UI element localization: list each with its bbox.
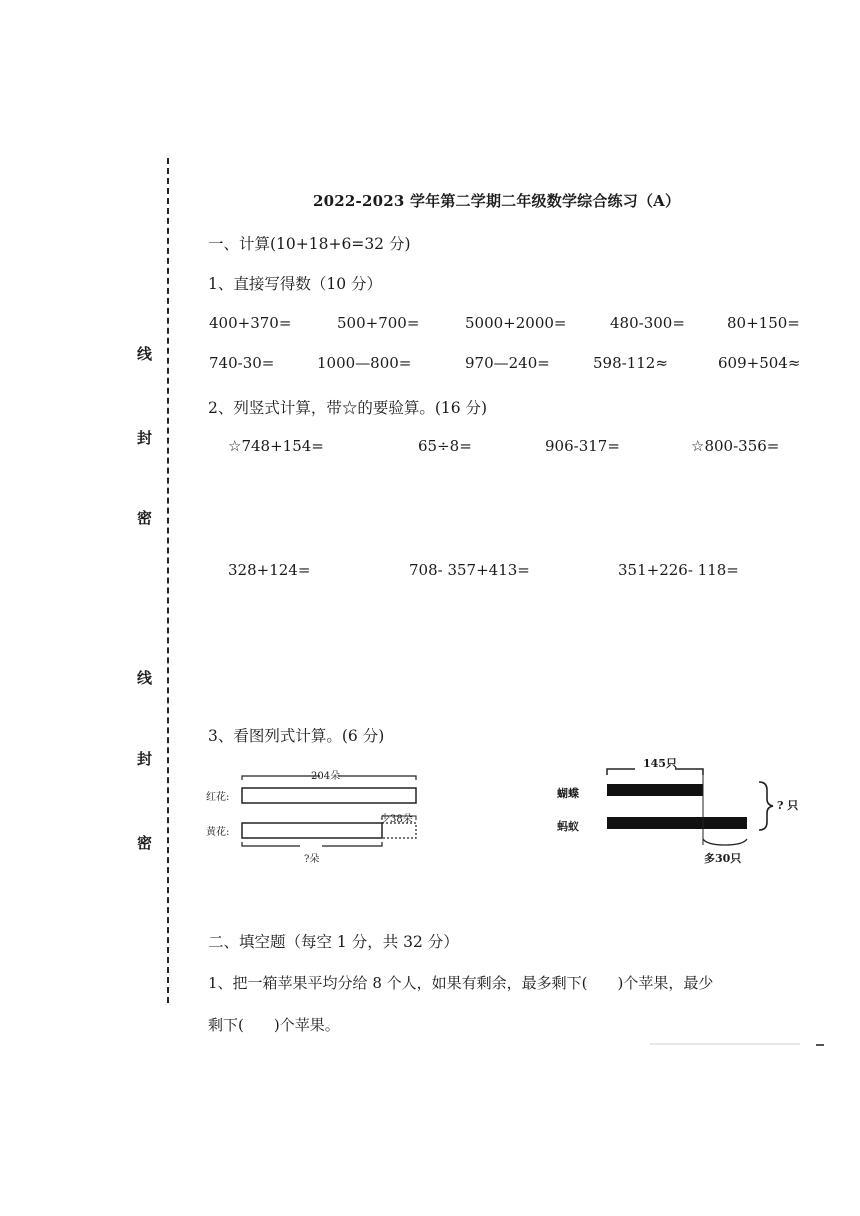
oral-problem: 609+504≈	[718, 354, 801, 372]
binding-char-secret-bottom: 密	[137, 834, 153, 852]
binding-char-seal-bottom: 封	[137, 750, 153, 768]
part2-heading: 2、列竖式计算，带☆的要验算。(16 分)	[208, 399, 488, 417]
yellow-flower-label: 黄花:	[206, 827, 230, 838]
vertical-problem: 906-317=	[545, 437, 620, 455]
oral-problem: 80+150=	[727, 314, 800, 332]
oral-problem: 598-112≈	[593, 354, 668, 372]
insect-diagram-lines	[595, 755, 775, 870]
part3-heading: 3、看图列式计算。(6 分)	[208, 727, 385, 745]
binding-char-secret-top: 密	[137, 509, 153, 527]
scan-artifact	[650, 1043, 800, 1045]
oral-problem: 1000—800=	[317, 354, 412, 372]
oral-problem: 5000+2000=	[465, 314, 567, 332]
vertical-problem: 351+226- 118=	[618, 561, 739, 579]
part1-heading: 1、直接写得数（10 分）	[208, 275, 383, 293]
insect-question-label: ? 只	[777, 799, 799, 812]
vertical-problem: 328+124=	[228, 561, 311, 579]
binding-char-seal-top: 封	[137, 429, 153, 447]
flower-question-label: ?朵	[304, 854, 320, 865]
less-label: 少38朵	[380, 814, 413, 825]
oral-problem: 400+370=	[209, 314, 292, 332]
oral-problem: 500+700=	[337, 314, 420, 332]
scan-artifact	[816, 1044, 824, 1046]
fill-blank-q1-line1: 1、把一箱苹果平均分给 8 个人，如果有剩余，最多剩下( )个苹果，最少	[208, 974, 714, 992]
oral-problem: 970—240=	[465, 354, 550, 372]
flower-total-label: 204朵	[311, 771, 341, 782]
vertical-problem: ☆800-356=	[691, 437, 780, 455]
oral-problem: 740-30=	[209, 354, 275, 372]
binding-dashed-line	[167, 158, 169, 1003]
more-label: 多30只	[704, 852, 742, 865]
vertical-problem: 708- 357+413=	[409, 561, 530, 579]
butterfly-label: 蝴蝶	[557, 787, 579, 800]
section1-heading: 一、计算(10+18+6=32 分)	[208, 235, 411, 253]
section2-heading: 二、填空题（每空 1 分，共 32 分）	[208, 933, 459, 951]
red-flower-label: 红花:	[206, 792, 230, 803]
vertical-problem: ☆748+154=	[228, 437, 324, 455]
vertical-problem: 65÷8=	[418, 437, 472, 455]
ant-label: 蚂蚁	[557, 820, 579, 833]
fill-blank-q1-line2: 剩下( )个苹果。	[208, 1016, 340, 1034]
oral-problem: 480-300=	[610, 314, 685, 332]
binding-char-line-bottom: 线	[137, 669, 153, 687]
exam-title: 2022-2023 学年第二学期二年级数学综合练习（A）	[313, 192, 681, 210]
butterfly-total-label: 145只	[643, 757, 677, 770]
binding-char-line-top: 线	[137, 345, 153, 363]
